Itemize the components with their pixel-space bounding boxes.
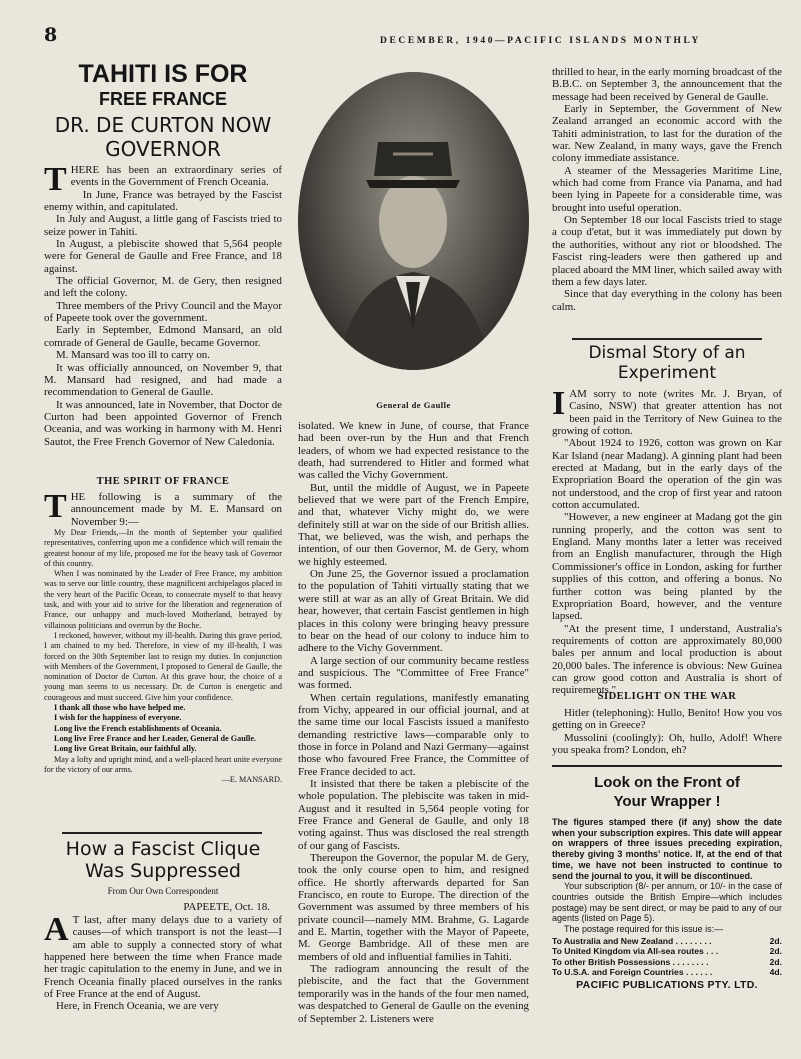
notice-title-line1: Look on the Front of xyxy=(594,774,740,791)
paragraph: On September 18 our local Fascists tried to stage a coup d'etat, but it was immediately put down by the authorities, without any riot or bloodshed. The Fascist ring-leaders were then gathered up and placed aboard the MM liner, which sailed away with them a few days later. xyxy=(552,214,782,288)
fascist-body: A T last, after many delays due to a variety of causes—of which transport is not the least—I am able to supply a connected story of what happened here between the time when France made her tragic capitulation to the enemy in June, and we in French Oceania finally placed ourselves in the ranks of Free France at the end of August. Here, in French Oceania, we are very xyxy=(44,911,282,1013)
closing-line: Long live Great Britain, our faithful ally. xyxy=(54,744,197,754)
drop-cap: T xyxy=(44,488,67,525)
paragraph: Mussolini (coolingly): Oh, hullo, Adolf! Where you speaka from? London, eh? xyxy=(552,731,782,757)
drop-cap: I xyxy=(552,385,566,422)
postage-destination: To U.S.A. and Foreign Countries . . . . . . xyxy=(552,967,713,978)
paragraph: On June 25, the Governor issued a proclamation to the population of Tahiti virtually stating that we were still at war as an ally of Great Britain. We did hear, however, that certain Fascist gentlemen in high places in this colony were bringing heavy pressure to bear on the head of our colony to induce him to adhere to the Vichy Government. xyxy=(298,568,529,655)
paragraph: It was officially announced, on November 9, that M. Mansard had resigned, and had made a recommendation to General de Gaulle. xyxy=(44,361,282,399)
paragraph: I reckoned, however, without my ill-health. During this grave period, I am chained to my bed. Therefore, in view of my ill-health, I was forced on the 30th September last to resign my duties. In conjunction with Members of the Government, I proposed to General de Gaulle, the nomination of Doctor de Curton. At this grave hour, the choice of a young man seems to us necessary. Dr. de Curton is energetic and courageous and must succeed. Give him your confidence. xyxy=(44,630,282,702)
photo-caption: General de Gaulle xyxy=(376,400,451,410)
closing-line: Long live the French establishments of Oceania. xyxy=(54,723,222,733)
article-title: How a Fascist Clique Was Suppressed xyxy=(65,838,261,882)
postage-row xyxy=(552,967,782,978)
paragraph: My Dear Friends,—In the month of September your qualified representatives, conferring upon me a confidence which will remain the greatest honour of my life, proposed me for the heavy task of Governor of this country. xyxy=(44,528,282,568)
paragraph: In July and August, a little gang of Fascists tried to seize power in Tahiti. xyxy=(44,213,282,238)
paragraph: It was announced, late in November, that Doctor de Curton had been appointed Governor of French Oceania, and was working in harmony with M. Henri Sautot, the Free French Governor of New Caledonia. xyxy=(44,398,282,448)
postage-destination: To other British Possessions . . . . . . . . xyxy=(552,956,709,967)
paragraph: When I was nominated by the Leader of Free France, my ambition was to serve our little country, these magnificent archipelagos placed in the very heart of the Pacific Ocean, to consecrate myself to that heavy task, and with your aid to strive for the liberation and regeneration of France, our unhappy and much-loved Motherland, betrayed by villainous politicians and overrun by the Boche. xyxy=(44,569,282,630)
paragraph: When certain regulations, manifestly emanating from Vichy, appeared in our official journal, and at the same time our local Fascists issued a manifesto demanding restrictive laws—comparable only to those in force in Poland and Nazi Germany—against those who favoured Free France, the Committee of Free France decided to act. xyxy=(298,691,529,778)
divider xyxy=(572,338,762,340)
middle-column-body xyxy=(298,420,529,1025)
section-heading: SIDELIGHT ON THE WAR xyxy=(597,691,737,702)
paragraph: Since that day everything in the colony has been calm. xyxy=(552,288,782,313)
paragraph: "However, a new engineer at Madang got the gin running properly, and the cotton was sent to England. Many months later a letter was received from an English manufacturer, through the High Commissioner's office in London, asking for further supplies of this cotton, and offering a bonus. No further cotton was being planted by the Expropriation Board, however, and the venture lapsed. xyxy=(552,511,782,623)
portrait-figure xyxy=(298,72,529,370)
paragraph: M. Mansard was too ill to carry on. xyxy=(56,349,210,362)
paragraph: Hitler (telephoning): Hullo, Benito! How you vos getting on in Greece? xyxy=(552,707,782,732)
postage-destination: To Australia and New Zealand . . . . . . . . xyxy=(552,935,712,946)
paragraph: A steamer of the Messageries Maritime Line, which had come from France via Panama, and had been lying in Papeete for a considerable time, was brought into useful operation. xyxy=(552,164,782,214)
running-title: DECEMBER, 1940—PACIFIC ISLANDS MONTHLY xyxy=(380,36,702,46)
sidelight-body xyxy=(552,707,782,756)
paragraph: May a lofty and upright mind, and a well-placed heart unite everyone for the victory of our arms. xyxy=(44,754,282,774)
drop-cap: T xyxy=(44,161,67,198)
postage-row xyxy=(552,957,782,968)
paragraph: thrilled to hear, in the early morning broadcast of the B.B.C. on September 3, the announcement that the message had been received by General de Gaulle. xyxy=(552,66,783,103)
paragraph: Early in September, Edmond Mansard, an old comrade of General de Gaulle, became Governor. xyxy=(44,324,282,349)
paragraph: isolated. We knew in June, of course, that France had been over-run by the Hun and that French leaders, of whom we had expected resistance to the death, had surrendered to Hitler and formed what was called the Vichy Government. xyxy=(298,420,529,482)
wrapper-notice xyxy=(552,765,782,1059)
paragraph: The figures stamped there (if any) show the date when your subscription expires. This date will appear on wrappers of three issues preceding expiration, thereby giving 3 months' notice. If, at the end of that time, we have not been instructed to continue to send the journal to you, it will be discontinued. xyxy=(552,817,782,881)
closing-line: Long live Free France and her Leader, General de Gaulle. xyxy=(54,733,257,743)
paragraph: It insisted that there be taken a plebiscite of the whole population. The plebiscite was taken in mid-August and it resulted in 5,564 people voting for Free France and General de Gaulle, and only 18 voting against. Thus was disclosed the real strength of our gang of Fascists. xyxy=(298,777,529,852)
byline: From Our Own Correspondent xyxy=(107,886,219,896)
paragraph: "At the present time, I understand, Australia's requirements of cotton are approximately 80,000 bales per annum and local production is about 20,000 bales. The inference is obvious: New Guinea can grow good cotton and Australia is short of requirements." xyxy=(552,622,782,697)
postage-table xyxy=(552,936,782,978)
drop-cap: A xyxy=(44,911,69,948)
notice-body xyxy=(552,817,782,935)
paragraph: Here, in French Oceania, we are very xyxy=(56,1000,219,1013)
dismal-body: IAM sorry to note (writes Mr. J. Bryan, of Casino, NSW) that greater attention has not been paid in the Territory of New Guinea to the growing of cotton. "About 1924 to 1926, cotton was grown on Kar Kar Island (near Madang). A ginning plant had been erected at Madang, but in the early days of the Expropriation Board the operation of the gin was not understood, and the crop of first year and ratoon cotton accumulated. "However, a new engineer at Madang got the gin running properly, and the cotton was sent to England. Many months later a letter was received from an English manufacturer, through the High Commissioner's office in London, asking for further supplies of this cotton, and offering a bonus. No further cotton was being planted by the Expropriation Board, however, and the venture lapsed. "At the present time, I understand, Australia's requirements of cotton are approximately 80,000 bales per annum and local production is about 20,000 bales. The inference is obvious: New Guinea can grow good cotton and Australia is short of requirements." xyxy=(552,385,782,697)
postage-rate: 4d. xyxy=(769,967,782,978)
article-title: Dismal Story of an Experiment xyxy=(588,343,746,383)
paragraph: Early in September, the Government of New Zealand arranged an economic accord with the Tahiti administration, to last for the duration of the war. New Zealand, in many ways, gave the French colony immediate assistance. xyxy=(552,103,782,165)
portrait-photo xyxy=(298,72,529,370)
closing-line: I thank all those who have helped me. xyxy=(54,703,186,713)
dateline: PAPEETE, Oct. 18. xyxy=(183,901,270,913)
postage-row xyxy=(552,946,782,957)
right-column-body xyxy=(552,66,782,313)
paragraph: "About 1924 to 1926, cotton was grown on Kar Kar Island (near Madang). A ginning plant had been erected at Madang, but in the early days of the Expropriation Board the operation of the gin was not understood, and the crop of first year and ratoon cotton accumulated. xyxy=(552,437,782,512)
headline-line2: FREE FRANCE xyxy=(98,89,227,109)
paragraph: Thereupon the Governor, the popular M. de Gery, took the only course open to him, and resigned office. He shortly afterwards departed for San Francisco, en route to Europe. The direction of the Government was assumed by three members of his private council—namely MM. Brahme, G. Lagarde and E. Martin, together with the Mayor of Papeete, M. George Bambridge. All of these men are members of old and influential families in Tahiti. xyxy=(298,852,529,963)
postage-row xyxy=(552,936,782,947)
paragraph: The postage required for this issue is:— xyxy=(564,924,724,935)
postage-rate: 2d. xyxy=(769,946,782,957)
notice-title-line2: Your Wrapper ! xyxy=(613,793,721,810)
subheadline: DR. DE CURTON NOW GOVERNOR xyxy=(54,113,272,161)
paragraph: In August, a plebiscite showed that 5,564 people were for General de Gaulle and Free France, and 18 against. xyxy=(44,238,282,275)
paragraph: Your subscription (8/- per annum, or 10/- in the case of countries outside the British Empire—which includes postage) may be sent direct, or may be paid to any of our agents (listed on Page 5). xyxy=(552,881,782,924)
signature: —E. MANSARD. xyxy=(221,775,282,785)
postage-rate: 2d. xyxy=(769,935,782,946)
publisher-name: PACIFIC PUBLICATIONS PTY. LTD. xyxy=(576,978,758,991)
headline-line1: TAHITI IS FOR xyxy=(78,60,248,88)
closing-line: I wish for the happiness of everyone. xyxy=(54,713,182,723)
section-heading: THE SPIRIT OF FRANCE xyxy=(96,476,230,487)
postage-rate: 2d. xyxy=(769,956,782,967)
spirit-intro: THE following is a summary of the announcement made by M. E. Mansard on November 9:— xyxy=(44,488,282,528)
paragraph: The official Governor, M. de Gery, then resigned and left the colony. xyxy=(44,275,282,300)
paragraph: The radiogram announcing the result of the plebiscite, and the fact that the Government temporarily was in the hands of the four men named, was despatched to General de Gaulle on the evening of September 2. Listeners were xyxy=(298,963,529,1025)
paragraph: But, until the middle of August, we in Papeete believed that we were part of the French Empire, and that, whatever Vichy might do, we were definitely still at war on the side of our British allies. That, we believed, was the wish, and perhaps the intention, of our then Governor, M. de Gery, whom we highly esteemed. xyxy=(298,481,529,568)
spirit-body xyxy=(44,528,282,785)
paragraph: Three members of the Privy Council and the Mayor of Papeete took over the government. xyxy=(44,299,282,325)
divider xyxy=(62,832,262,834)
postage-destination: To United Kingdom via All-sea routes . . . xyxy=(552,946,719,957)
paragraph: A large section of our community became restless and suspicious. The "Committee of Free France" was formed. xyxy=(298,654,529,692)
main-article-body: THERE has been an extraordinary series of events in the Government of French Oceania. In June, France was betrayed by the Fascist enemy within, and capitulated. In July and August, a little gang of Fascists tried to seize power in Tahiti. In August, a plebiscite showed that 5,564 people were for General de Gaulle and Free France, and 18 against. The official Governor, M. de Gery, then resigned and left the colony. Three members of the Privy Council and the Mayor of Papeete took over the government. Early in September, Edmond Mansard, an old comrade of General de Gaulle, became Governor. M. Mansard was too ill to carry on. It was officially announced, on November 9, that M. Mansard had resigned, and had made a recommendation to General de Gaulle. It was announced, late in November, that Doctor de Curton had been appointed Governor of French Oceania, and was working in harmony with M. Henri Sautot, the Free French Governor of New Caledonia. xyxy=(44,161,282,448)
page-number: 8 xyxy=(44,24,58,46)
paragraph: In June, France was betrayed by the Fascist enemy within, and capitulated. xyxy=(44,188,282,214)
